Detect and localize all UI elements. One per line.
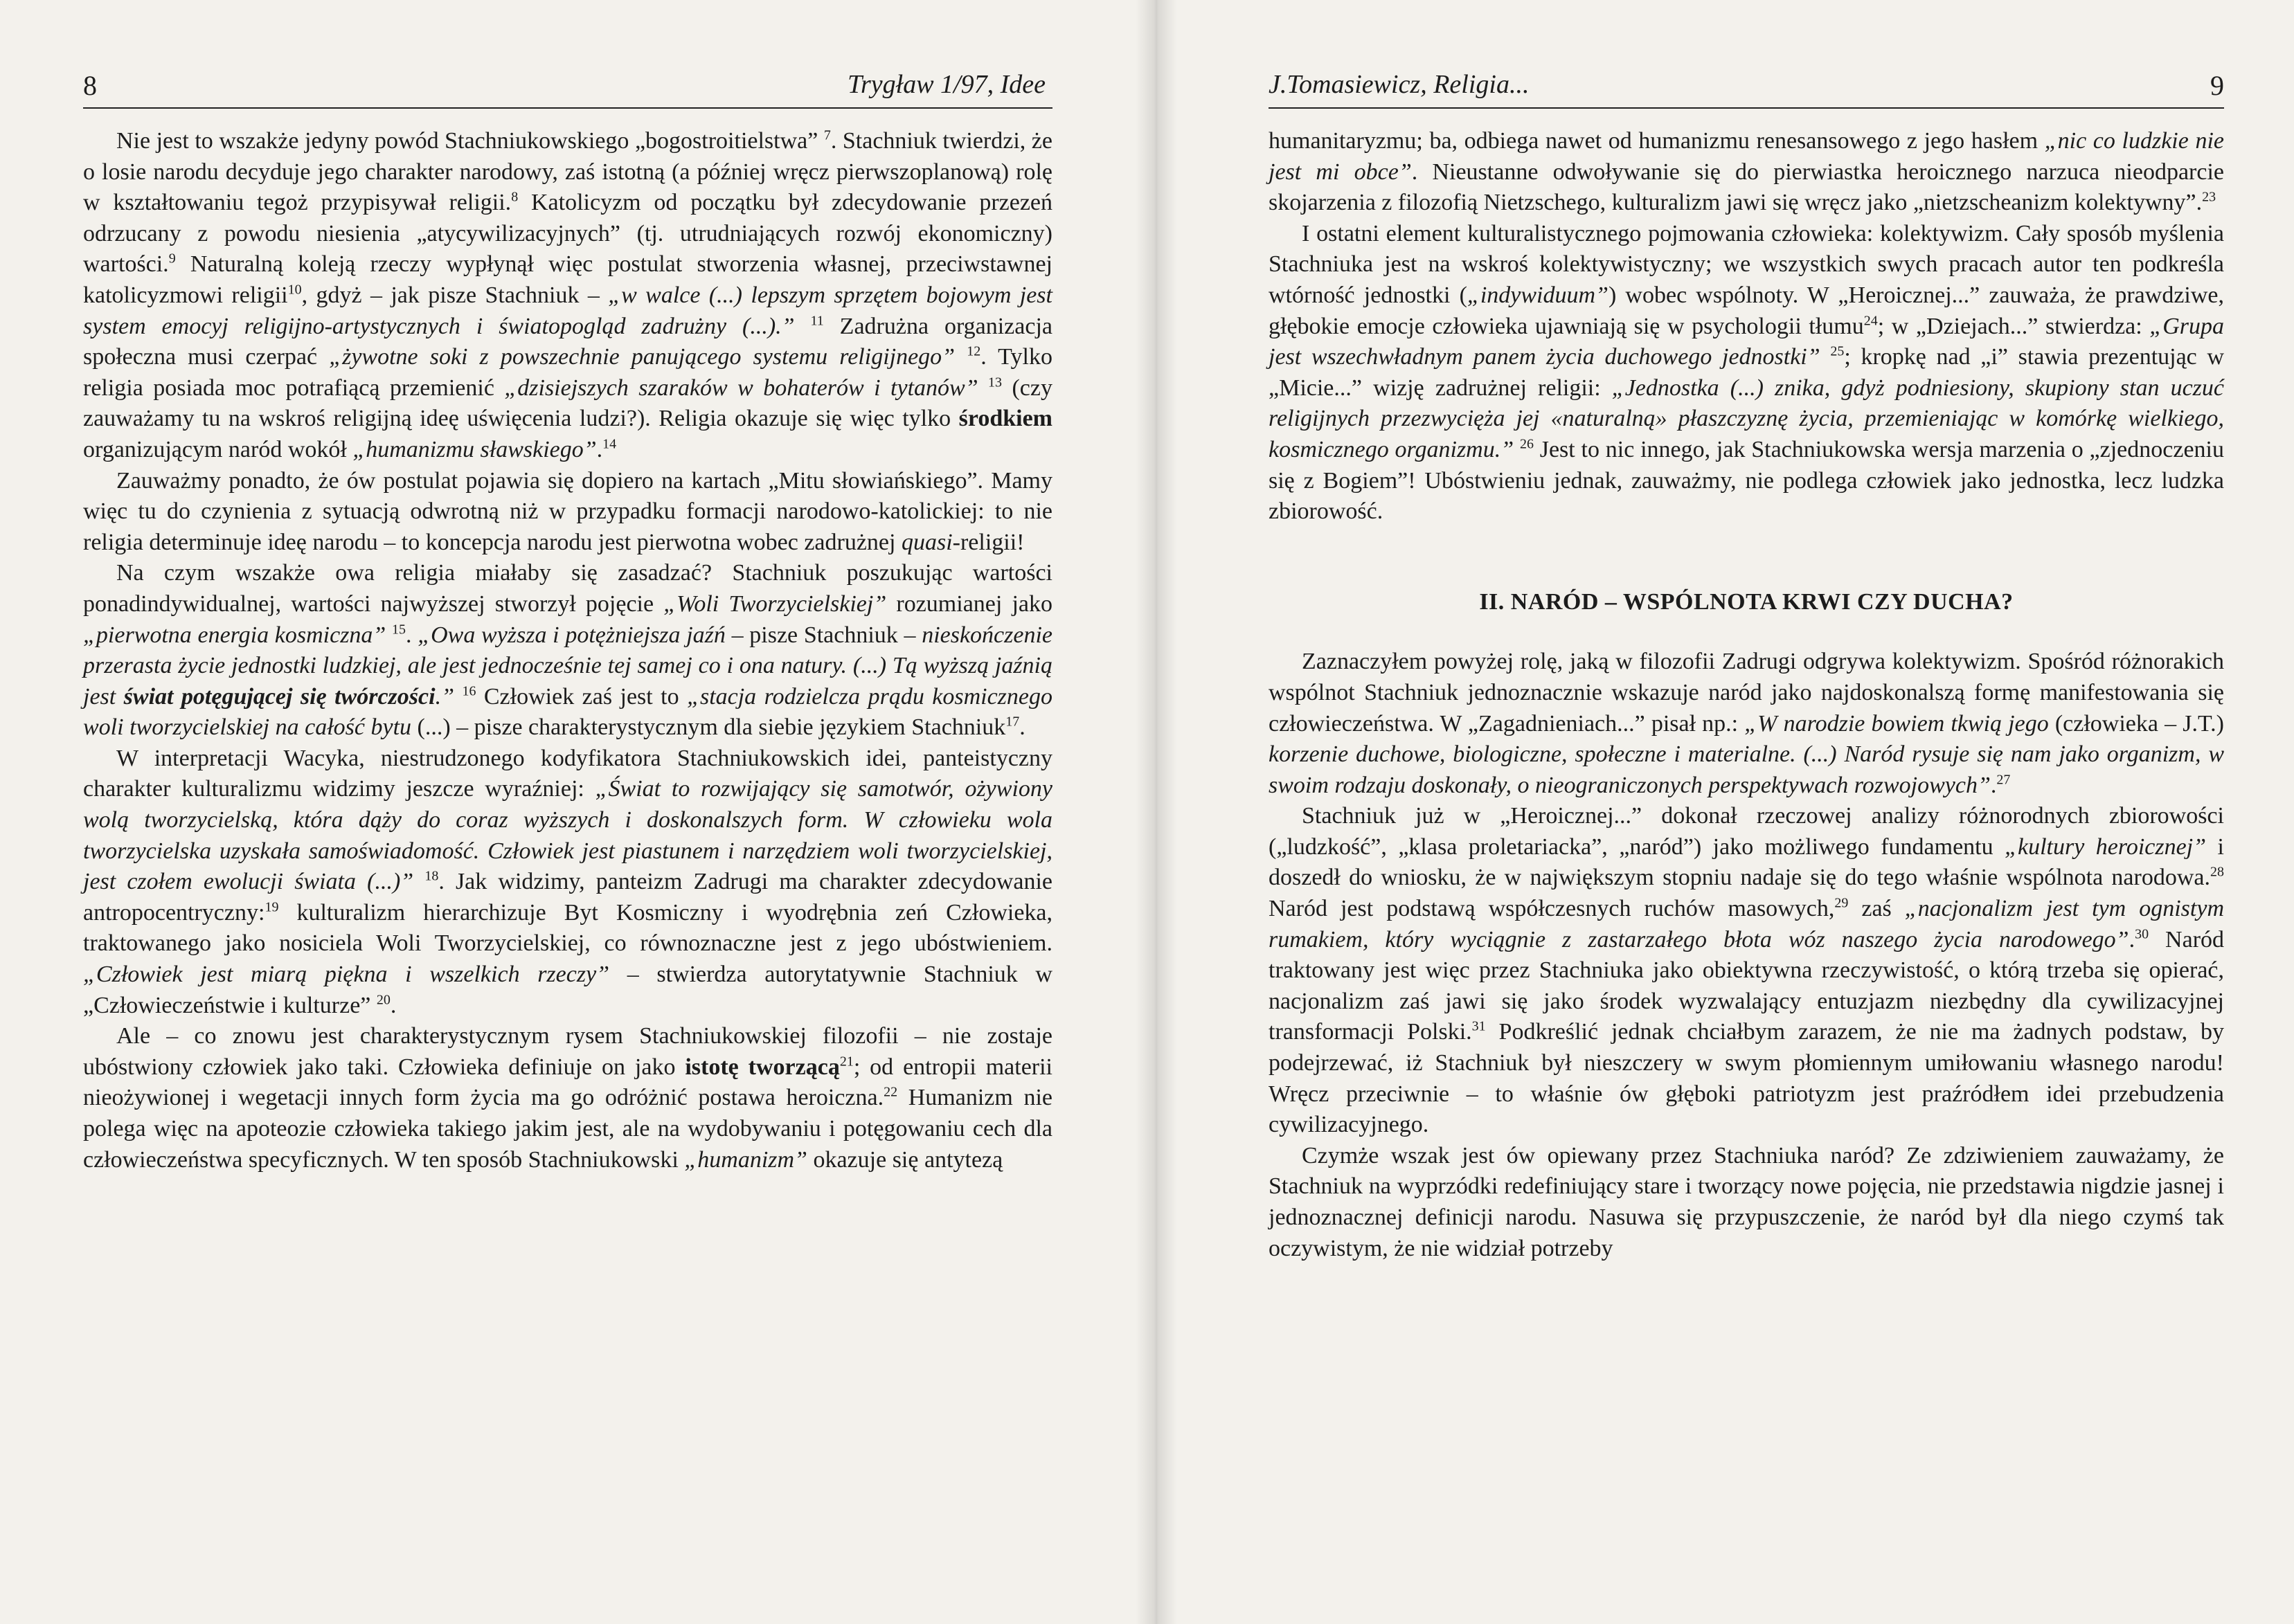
paragraph: humanitaryzmu; ba, odbiega nawet od humanizmu renesansowego z jego hasłem „nic co ludzkie nie jest mi obce”. Nieustanne odwoływanie się do pierwiastka heroicznego narzuca nieodparcie skojarzenia z filozofią Nietzschego, kulturalizm jawi się wręcz jako „nietzscheanizm kolektywny”.$^{23}$ [1269, 128, 2225, 216]
left-page-number: 8 [83, 70, 97, 101]
right-body-text [1269, 126, 2224, 1264]
paragraph: I ostatni element kulturalistycznego pojmowania człowieka: kolektywizm. Cały sposób myślenia Stachniuka jest na wskroś kolektywistyczny; we wszystkich swych pracach autor ten podkreśla wtórność jednostki („indywiduum”) wobec wspólnoty. W „Heroicznej...” zauważa, że prawdziwe, głębokie emocje człowieka ujawniają się w psychologii tłumu$^{24}$; w „Dziejach...” stwierdza: „Grupa jest wszechwładnym panem życia duchowego jednostki” $^{25}$; kropkę nad „i” stawia prezentując w „Micie...” wizję zadrużnej religii: „Jednostka (...) znika, gdyż podniesiony, skupiony stan uczuć religijnych przezwycięża jej «naturalną» płaszczyznę życia, przemieniając w komórkę wielkiego, kosmicznego organizmu.” $^{26}$ Jest to nic innego, jak Stachniukowska wersja marzenia o „zjednoczeniu się z Bogiem”! Ubóstwieniu jednak, zauważmy, nie podlega człowiek jako jednostka, lecz ludzka zbiorowość. [1269, 220, 2224, 525]
left-running-title: Trygław 1/97, Idee [847, 70, 1046, 99]
left-body-text [83, 126, 1052, 1175]
left-running-head [83, 66, 1052, 109]
paragraph: W interpretacji Wacyka, niestrudzonego kodyfikatora Stachniukowskich idei, panteistyczny charakter kulturalizmu widzimy jeszcze wyraźniej: „Świat to rozwijający się samotwór, ożywiony wolą tworzycielską, która dąży do coraz wyższych i doskonalszych form. W człowieku wola tworzycielska uzyskała samoświadomość. Człowiek jest piastunem i narzędziem woli tworzycielskiej, jest czołem ewolucji świata (...)” $^{18}$. Jak widzimy, panteizm Zadrugi ma charakter zdecydowanie antropocentryczny:$^{19}$ kulturalizm hierarchizuje Byt Kosmiczny i wyodrębnia zeń Człowieka, traktowanego jako nosiciela Woli Tworzycielskiej, co równoznaczne jest z jego ubóstwieniem. „Człowiek jest miarą piękna i wszelkich rzeczy” – stwierdza autorytatywnie Stachniuk w „Człowieczeństwie i kulturze” $^{20}$. [83, 745, 1052, 1018]
right-running-title: J.Tomasiewicz, Religia... [1269, 70, 1530, 99]
paragraph: Nie jest to wszakże jedyny powód Stachniukowskiego „bogostroitielstwa” $^7$. Stachniuk twierdzi, że o losie narodu decyduje jego charakter narodowy, zaś istotną (a później wręcz pierwszoplanową) rolę w kształtowaniu tegoż przypisywał religii.$^8$ Katolicyzm od początku był zdecydowanie przezeń odrzucany z powodu niesienia „atycywilizacyjnych” (tj. utrudniających rozwój ekonomiczny) wartości.$^9$ Naturalną koleją rzeczy wypłynął więc postulat stworzenia własnej, przeciwstawnej katolicyzmowi religii$^{10}$, gdyż – jak pisze Stachniuk – „w walce (...) lepszym sprzętem bojowym jest system emocyj religijno-artystycznych i światopogląd zadrużny (...).” $^{11}$ Zadrużna organizacja społeczna musi czerpać „żywotne soki z powszechnie panującego systemu religijnego” $^{12}$. Tylko religia posiada moc potrafiącą przemienić „dzisiejszych szaraków w bohaterów i tytanów” $^{13}$ (czy zauważamy tu na wskroś religijną ideę uświęcenia ludzi?). Religia okazuje się więc tylko środkiem organizującym naród wokół „humanizmu sławskiego”.$^{14}$ [83, 127, 1053, 462]
left-page [83, 0, 1052, 1624]
right-page-number: 9 [2210, 70, 2224, 101]
right-page [1269, 0, 2224, 1624]
paragraph: Na czym wszakże owa religia miałaby się zasadzać? Stachniuk poszukując wartości ponadindywidualnej, wartości najwyższej stworzył pojęcie „Woli Tworzycielskiej” rozumianej jako „pierwotna energia kosmiczna” $^{15}$. „Owa wyższa i potężniejsza jaźń – pisze Stachniuk – nieskończenie przerasta życie jednostki ludzkiej, ale jest jednocześnie tej samej co i ona natury. (...) Tą wyższą jaźnią jest świat potęgującej się twórczości.” $^{16}$ Człowiek zaś jest to „stacja rodzielcza prądu kosmicznego woli tworzycielskiej na całość bytu (...) – pisze charakterystycznym dla siebie językiem Stachniuk$^{17}$. [83, 560, 1053, 741]
paragraph: Stachniuk już w „Heroicznej...” dokonał rzeczowej analizy różnorodnych zbiorowości („ludzkość”, „klasa proletariacka”, „naród”) jako możliwego fundamentu „kultury heroicznej” i doszedł do wniosku, że w największym stopniu nadaje się do tego właśnie wspólnota narodowa.$^{28}$ Naród jest podstawą współczesnych ruchów masowych,$^{29}$ zaś „nacjonalizm jest tym ognistym rumakiem, który wyciągnie z zastarzałego błota wóz naszego życia narodowego”.$^{30}$ Naród traktowany jest więc przez Stachniuka jako obiektywna rzeczywistość, o którą trzeba się opierać, nacjonalizm zaś jawi się jako środek wyzwalający entuzjazm niezbędny dla cywilizacyjnej transformacji Polski.$^{31}$ Podkreślić jednak chciałbym zarazem, że nie ma żadnych podstaw, by podejrzewać, iż Stachniuk był nieszczery w swym płomiennym umiłowaniu własnego narodu! Wręcz przeciwnie – to właśnie ów głęboki patriotyzm jest praźródłem idei przebudzenia cywilizacyjnego. [1269, 803, 2225, 1138]
paragraph: Ale – co znowu jest charakterystycznym rysem Stachniukowskiej filozofii – nie zostaje ubóstwiony człowiek jako taki. Człowieka definiuje on jako istotę tworzącą$^{21}$; od entropii materii nieożywionej i wegetacji innych form życia ma go odróżnić postawa heroiczna.$^{22}$ Humanizm nie polega więc na apoteozie człowieka takiego jakim jest, ale na wydobywaniu i potęgowaniu cech dla człowieczeństwa specyficznych. W ten sposób Stachniukowski „humanizm” okazuje się antytezą [83, 1023, 1052, 1173]
right-running-head [1269, 66, 2224, 109]
book-gutter [1136, 0, 1177, 1624]
paragraph: Zaznaczyłem powyżej rolę, jaką w filozofii Zadrugi odgrywa kolektywizm. Spośród różnorakich wspólnot Stachniuk jednoznacznie wskazuje naród jako najdoskonalszą formę manifestowania się człowieczeństwa. W „Zagadnieniach...” pisał np.: „W narodzie bowiem tkwią jego (człowieka – J.T.) korzenie duchowe, biologiczne, społeczne i materialne. (...) Naród rysuje się nam jako organizm, w swoim rodzaju doskonały, o nieograniczonych perspektywach rozwojowych”.$^{27}$ [1269, 649, 2225, 798]
paragraph: Zauważmy ponadto, że ów postulat pojawia się dopiero na kartach „Mitu słowiańskiego”. Mamy więc tu do czynienia z sytuacją odwrotną niż w przypadku formacji narodowo-katolickiej: to nie religia determinuje ideę narodu – to koncepcja narodu jest pierwotna wobec zadrużnej quasi-religii! [83, 467, 1052, 555]
section-heading: II. NARÓD – WSPÓLNOTA KRWI CZY DUCHA? [1479, 588, 2014, 615]
paragraph: Czymże wszak jest ów opiewany przez Stachniuka naród? Ze zdziwieniem zauważamy, że Stachniuk na wyprzódki redefiniujący stare i tworzący nowe pojęcia, nie przedstawia nigdzie jasnej i jednoznacznej definicji narodu. Nasuwa się przypuszczenie, że naród był dla niego czymś tak oczywistym, że nie widział potrzeby [1269, 1142, 2224, 1261]
